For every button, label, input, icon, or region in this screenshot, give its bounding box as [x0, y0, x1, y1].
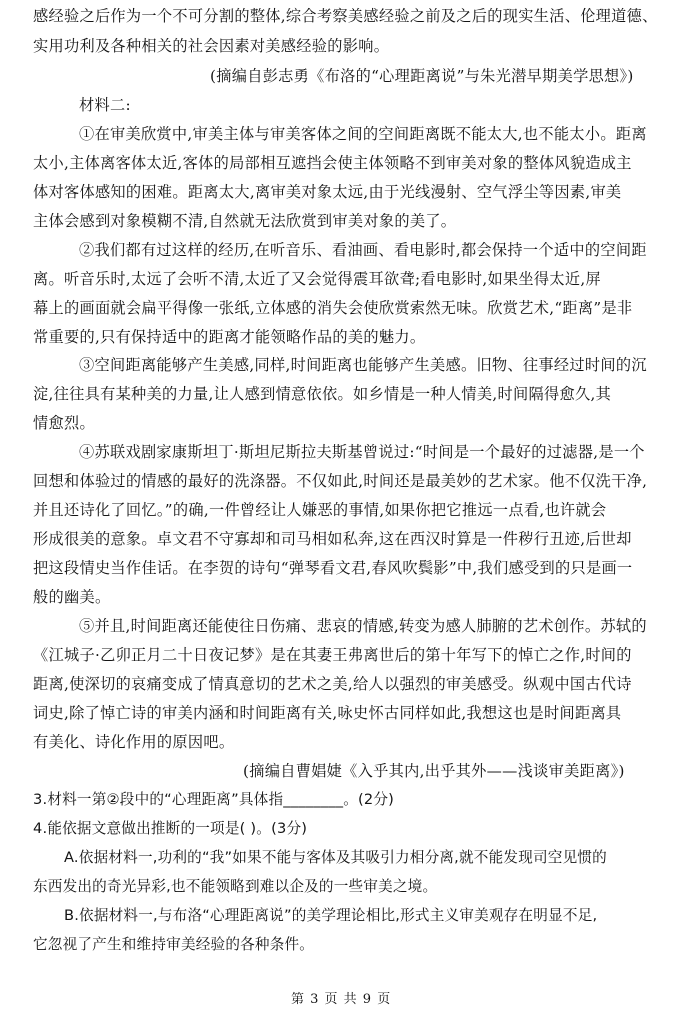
- text-line: 把这段情史当作佳话。在李贺的诗句“弹琴看文君,春风吹鬓影”中,我们感受到的只是画一: [33, 559, 633, 577]
- text-line: 体对客体感知的困难。距离太大,离审美对象太远,由于光线漫射、空气浮尘等因素,审美: [33, 183, 622, 201]
- text-line: 情愈烈。: [33, 414, 95, 432]
- text-line: 4.能依据文意做出推断的一项是( )。(3分): [33, 820, 308, 837]
- text-line: A.依据材料一,功利的“我”如果不能与客体及其吸引力相分离,就不能发现司空见惯的: [64, 849, 607, 866]
- text-line: (摘编自彭志勇《布洛的“心理距离说”与朱光潜早期美学思想》): [210, 67, 634, 85]
- text-line: ②我们都有过这样的经历,在听音乐、看油画、看电影时,都会保持一个适中的空间距: [79, 241, 647, 259]
- text-line: 东西发出的奇光异彩,也不能领略到难以企及的一些审美之境。: [33, 878, 438, 895]
- text-line: 形成很美的意象。卓文君不守寡却和司马相如私奔,这在西汉时算是一件秽行丑迹,后世却: [33, 530, 632, 548]
- text-line: 有美化、诗化作用的原因吧。: [33, 733, 235, 751]
- page-footer: 第 3 页 共 9 页: [291, 992, 392, 1007]
- text-line: 太小,主体离客体太近,客体的局部相互遮挡会使主体领略不到审美对象的整体风貌造成主: [33, 154, 632, 172]
- text-line: 幕上的画面就会扁平得像一张纸,立体感的消失会使欣赏索然无味。欣赏艺术,“距离”是非: [33, 299, 633, 317]
- text-line: ①在审美欣赏中,审美主体与审美客体之间的空间距离既不能太大,也不能太小。距离: [79, 125, 647, 143]
- text-line: 《江城子·乙卯正月二十日夜记梦》是在其妻王弗离世后的第十年写下的悼亡之作,时间的: [33, 646, 632, 664]
- text-line: 回想和体验过的情感的最好的洗涤器。不仅如此,时间还是最美妙的艺术家。他不仅洗干净,: [33, 472, 648, 490]
- text-line: 离。听音乐时,太远了会听不清,太近了又会觉得震耳欲聋;看电影时,如果坐得太近,屏: [33, 270, 601, 288]
- text-line: ③空间距离能够产生美感,同样,时间距离也能够产生美感。旧物、往事经过时间的沉: [79, 356, 647, 374]
- text-line: 并且还诗化了回忆。”的确,一件曾经让人嫌恶的事情,如果你把它推远一点看,也许就会: [33, 501, 607, 519]
- text-line: 3.材料一第②段中的“心理距离”具体指________。(2分): [33, 791, 395, 808]
- text-line: ④苏联戏剧家康斯坦丁·斯坦尼斯拉夫斯基曾说过:“时间是一个最好的过滤器,是一个: [79, 443, 645, 461]
- text-line: 材料二:: [79, 96, 131, 114]
- text-line: 它忽视了产生和维持审美经验的各种条件。: [33, 936, 315, 953]
- text-line: ⑤并且,时间距离还能使往日伤痛、悲哀的情感,转变为感人肺腑的艺术创作。苏轼的: [79, 617, 647, 635]
- text-line: 词史,除了悼亡诗的审美内涵和时间距离有关,咏史怀古同样如此,我想这也是时间距离具: [33, 704, 622, 722]
- text-line: 距离,使深切的哀痛变成了情真意切的艺术之美,给人以强烈的审美感受。纵观中国古代诗: [33, 675, 632, 693]
- text-line: 般的幽美。: [33, 588, 111, 606]
- text-line: 实用功利及各种相关的社会因素对美感经验的影响。: [33, 37, 390, 55]
- text-line: B.依据材料一,与布洛“心理距离说”的美学理论相比,形式主义审美观存在明显不足,: [64, 907, 598, 924]
- text-line: (摘编自曹娼婕《入乎其内,出乎其外——浅谈审美距离》): [243, 762, 625, 780]
- text-line: 主体会感到对象模糊不清,自然就无法欣赏到审美对象的美了。: [33, 212, 457, 230]
- text-line: 常重要的,只有保持适中的距离才能领略作品的美的魅力。: [33, 328, 426, 346]
- text-line: 感经验之后作为一个不可分割的整体,综合考察美感经验之前及之后的现实生活、伦理道德、: [33, 7, 658, 25]
- text-line: 淀,往往具有某种美的力量,让人感到情意依依。如乡情是一种人情美,时间隔得愈久,其: [33, 385, 612, 403]
